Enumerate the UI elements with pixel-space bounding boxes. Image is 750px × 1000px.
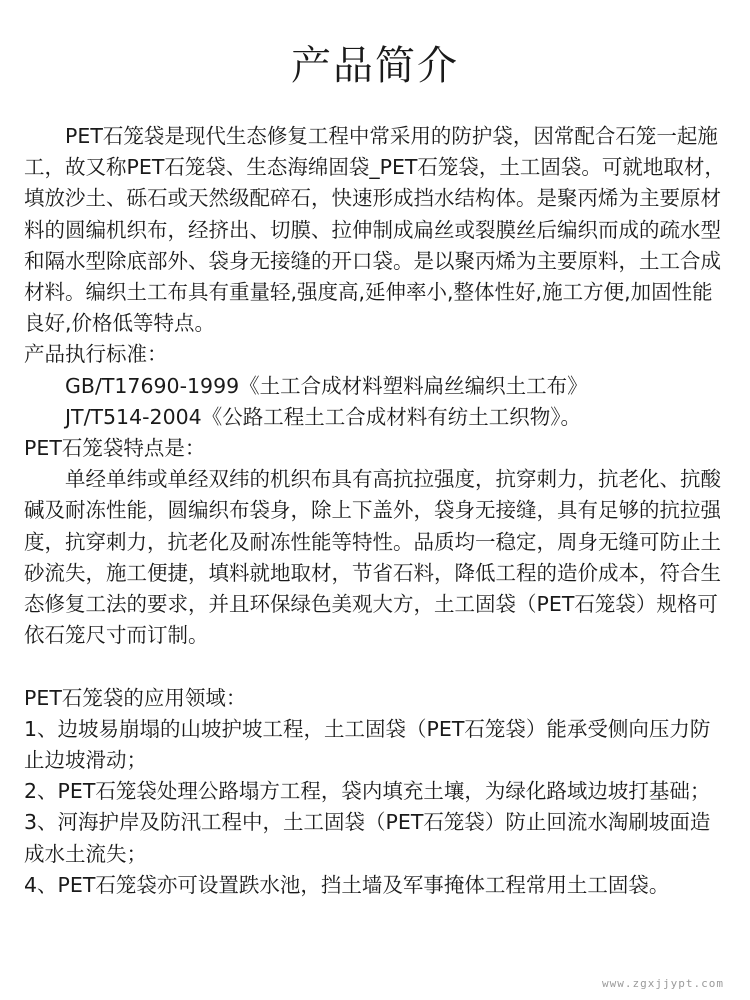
application-item: 2、PET石笼袋处理公路塌方工程，袋内填充土壤，为绿化路域边坡打基础； bbox=[24, 779, 711, 804]
site-watermark: www.zgxjjypt.com bbox=[602, 977, 724, 990]
application-item: 1、边坡易崩塌的山坡护坡工程，土工固袋（PET石笼袋）能承受侧向压力防止边坡滑动； bbox=[24, 716, 711, 773]
spacer bbox=[24, 651, 729, 682]
page-title: 产品简介 bbox=[291, 43, 459, 89]
application-item: 3、河海护岸及防汛工程中，土工固袋（PET石笼袋）防止回流水淘刷坡面造成水土流失； bbox=[24, 810, 711, 866]
standard-item: GB/T17690-1999《土工合成材料塑料扁丝编织土工布》 bbox=[65, 373, 588, 398]
applications-heading: PET石笼袋的应用领域： bbox=[24, 685, 247, 710]
standards-heading: 产品执行标准： bbox=[24, 342, 168, 367]
article-body bbox=[24, 121, 729, 901]
standard-item: JT/T514-2004《公路工程土工合成材料有纺土工织物》。 bbox=[65, 404, 581, 429]
features-paragraph: 单经单纬或单经双纬的机织布具有高抗拉强度，抗穿刺力，抗老化、抗酸碱及耐冻性能，圆编织布袋身，除上下盖外，袋身无接缝，具有足够的抗拉强度，抗穿刺力，抗老化及耐冻性能等特性。品质均一稳定，周身无缝可防止土砂流失，施工便捷，填料就地取材，节省石料，降低工程的造价成本，符合生态修复工法的要求，并且环保绿色美观大方，土工固袋（PET石笼袋）规格可依石笼尺寸而订制。 bbox=[24, 467, 721, 648]
application-item: 4、PET石笼袋亦可设置跌水池，挡土墙及军事掩体工程常用土工固袋。 bbox=[24, 872, 670, 897]
intro-paragraph: PET石笼袋是现代生态修复工程中常采用的防护袋，因常配合石笼一起施工，故又称PET石笼袋、生态海绵固袋_PET石笼袋，土工固袋。可就地取材，填放沙土、砾石或天然级配碎石，快速形成挡水结构体。是聚丙烯为主要原材料的圆编机织布，经挤出、切膜、拉伸制成扁丝或裂膜丝后编织而成的疏水型和隔水型除底部外、袋身无接缝的开口袋。是以聚丙烯为主要原料，土工合成材料。编织土工布具有重量轻,强度高,延伸率小,整体性好,施工方便,加固性能良好,价格低等特点。 bbox=[24, 124, 725, 336]
features-heading: PET石笼袋特点是： bbox=[24, 436, 206, 461]
